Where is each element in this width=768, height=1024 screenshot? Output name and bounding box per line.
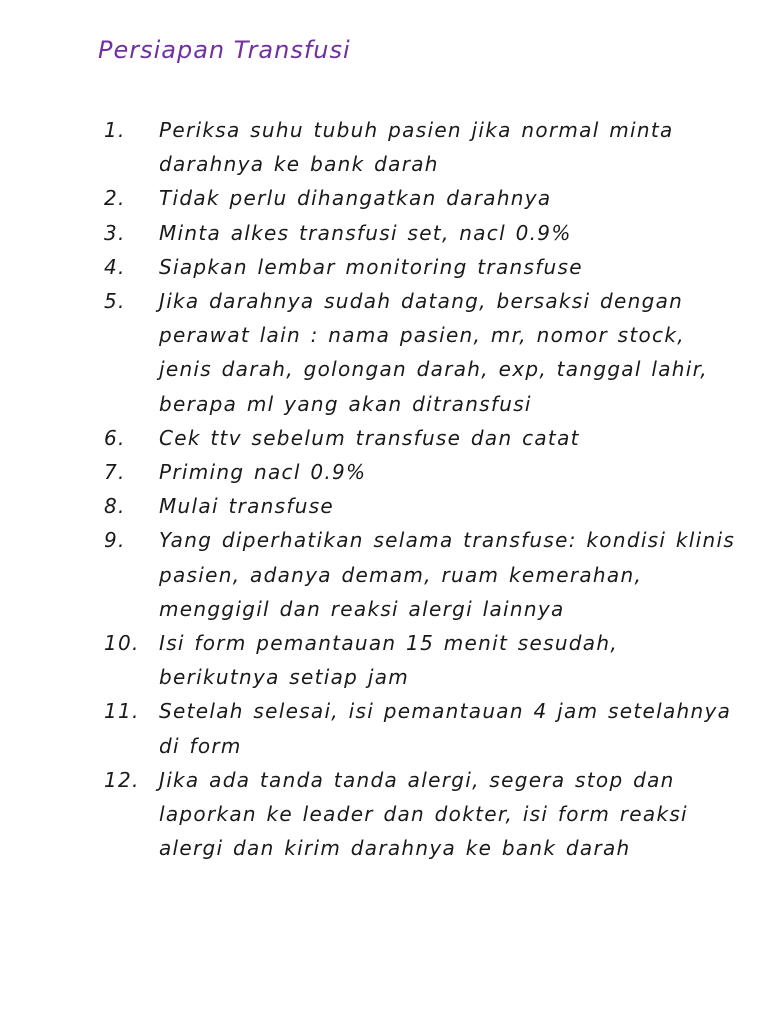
step-number: 8. <box>104 494 126 519</box>
step-number: 2. <box>104 186 126 211</box>
step-number: 12. <box>104 767 140 792</box>
step-item <box>104 523 744 626</box>
step-item <box>104 455 744 489</box>
step-text: Jika darahnya sudah datang, bersaksi dengan perawat lain : nama pasien, mr, nomor stock, jenis darah, golongan darah, exp, tanggal lahir, berapa ml yang akan ditransfusi <box>159 289 708 416</box>
step-number: 1. <box>104 118 126 142</box>
step-number: 6. <box>104 425 126 450</box>
document-title: Persiapan Transfusi <box>98 36 351 64</box>
step-item <box>104 626 744 694</box>
step-item <box>104 284 744 421</box>
step-item <box>104 250 744 284</box>
step-text: Yang diperhatikan selama transfuse: kondisi klinis pasien, adanya demam, ruam kemerahan, menggigil dan reaksi alergi lainnya <box>159 528 736 621</box>
step-text: Periksa suhu tubuh pasien jika normal minta darahnya ke bank darah <box>159 118 674 177</box>
step-text: Priming nacl 0.9% <box>159 460 367 485</box>
step-number: 3. <box>104 220 126 245</box>
steps-list <box>104 113 744 865</box>
step-text: Setelah selesai, isi pemantauan 4 jam setelahnya di form <box>159 699 732 758</box>
step-text: Siapkan lembar monitoring transfuse <box>159 254 583 279</box>
step-text: Jika ada tanda tanda alergi, segera stop dan laporkan ke leader dan dokter, isi form reaksi alergi dan kirim darahnya ke bank darah <box>159 767 688 861</box>
step-number: 11. <box>104 699 140 724</box>
step-number: 4. <box>104 254 126 279</box>
step-text: Isi form pemantauan 15 menit sesudah, berikutnya setiap jam <box>159 631 618 690</box>
step-text: Minta alkes transfusi set, nacl 0.9% <box>159 220 572 245</box>
step-item <box>104 421 744 455</box>
step-item <box>104 216 744 250</box>
step-item <box>104 694 744 762</box>
step-number: 7. <box>104 460 126 485</box>
step-text: Tidak perlu dihangatkan darahnya <box>159 186 552 211</box>
step-number: 9. <box>104 528 126 553</box>
step-item <box>104 181 744 215</box>
step-number: 5. <box>104 289 126 314</box>
step-item <box>104 113 744 181</box>
step-item <box>104 489 744 523</box>
step-text: Cek ttv sebelum transfuse dan catat <box>159 425 580 450</box>
step-number: 10. <box>104 631 140 656</box>
step-item <box>104 763 744 866</box>
step-text: Mulai transfuse <box>159 494 335 519</box>
